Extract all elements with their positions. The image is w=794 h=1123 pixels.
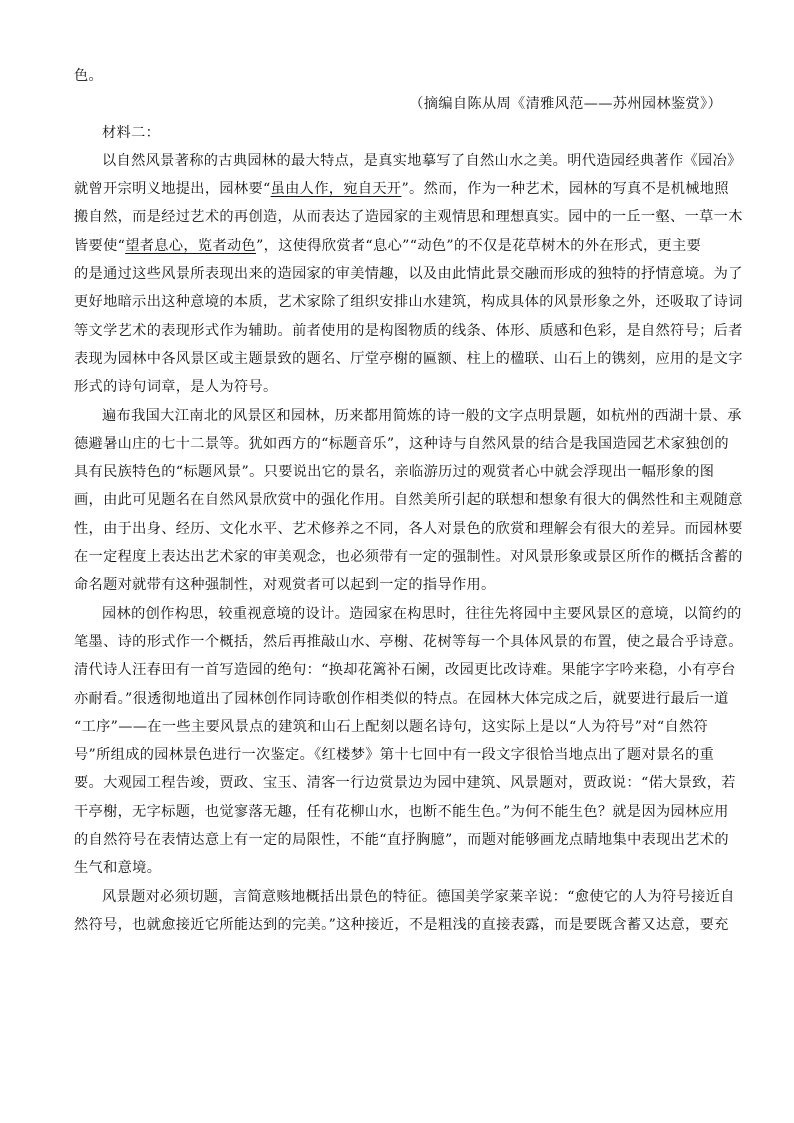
underlined-quote: 望者息心，览者动色 xyxy=(125,237,257,254)
paragraph-line: 的自然符号在表情达意上有一定的局限性，不能“直抒胸臆”，而题对能够画龙点睛地集中表现出艺术的 xyxy=(74,832,729,849)
paragraph-3 xyxy=(74,600,743,883)
paragraph-2 xyxy=(74,402,743,600)
paragraph-line: 的是通过这些风景所表现出来的造园家的审美情趣，以及由此情此景交融而形成的独特的抒情意境。为了 xyxy=(74,266,743,283)
paragraph-line: 表现为园林中各风景区或主题景致的题名、厅堂亭榭的匾额、柱上的楹联、山石上的镌刻，应用的是文字 xyxy=(74,350,743,367)
paragraph-line xyxy=(74,232,722,260)
paragraph-line: 以自然风景著称的古典园林的最大特点，是真实地摹写了自然山水之美。明代造园经典著作《园冶》 xyxy=(102,152,742,169)
paragraph-line: 更好地暗示出这种意境的本质，艺术家除了组织安排山水建筑，构成具体的风景形象之外，还吸取了诗词 xyxy=(74,294,743,311)
paragraph-line: 亦耐看。”很透彻地道出了园林创作同诗歌创作相类似的特点。在园林大体完成之后，就要进行最后一道 xyxy=(74,690,729,707)
paragraph-1 xyxy=(74,147,743,402)
paragraph-line: 在一定程度上表达出艺术家的审美观念，也必须带有一定的强制性。对风景形象或景区所作的概括含蓄的 xyxy=(74,549,743,566)
citation: （摘编自陈从周《清雅风范——苏州园林鉴赏》） xyxy=(409,96,722,113)
paragraph-line: 笔墨、诗的形式作一个概括，然后再推敲山水、亭榭、花树等每一个具体风景的布置，使之最合乎诗意。 xyxy=(74,633,743,650)
paragraph-line: 搬自然，而是经过艺术的再创造，从而表达了造园家的主观情思和理想真实。园中的一丘一壑、一草一木 xyxy=(74,209,743,226)
paragraph-line: 然符号，也就愈接近它所能达到的完美。”这种接近，不是粗浅的直接表露，而是要既含蓄又达意，要充 xyxy=(74,916,729,933)
paragraph-line: 清代诗人汪春田有一首写造园的绝句：“换却花篱补石阑，改园更比改诗难。果能字字吟来稳，小有亭台 xyxy=(74,662,736,679)
paragraph-line: 生气和意境。 xyxy=(74,860,162,877)
paragraph-line: 园林的创作构思，较重视意境的设计。造园家在构思时，往往先将园中主要风景区的意境，以简约的 xyxy=(102,605,742,622)
text-span: 皆要使“ xyxy=(74,237,126,254)
paragraph-line: 命名题对就带有这种强制性，对观赏者可以起到一定的指导作用。 xyxy=(74,577,496,594)
paragraph-line: 等文学艺术的表现形式作为辅助。前者使用的是构图物质的线条、体形、质感和色彩，是自然符号；后者 xyxy=(74,322,743,339)
paragraph-line: 德避暑山庄的七十二景等。犹如西方的“标题音乐”，这种诗与自然风景的结合是我国造园艺术家独创的 xyxy=(74,435,729,452)
paragraph-line: 风景题对必须切题，言简意赅地概括出景色的特征。德国美学家莱辛说：“愈使它的人为符号接近自 xyxy=(102,888,735,905)
underlined-quote: 虽由人作，宛自天开 xyxy=(270,181,402,198)
continued-text-line: 色。 xyxy=(74,68,104,84)
section-heading: 材料二： xyxy=(102,124,161,141)
paragraph-line: 要。大观园工程告竣，贾政、宝玉、清客一行边赏景边为园中建筑、风景题对，贾政说：“偌大景致，若 xyxy=(74,775,736,792)
paragraph-line: 具有民族特色的“标题风景”。只要说出它的景名，亲临游历过的观赏者心中就会浮现出一幅形象的图 xyxy=(74,464,715,481)
text-span: ”，这使得欣赏者“息心”“动色”的不仅是花草树木的外在形式，更主要 xyxy=(256,237,702,254)
text-span: 就曾开宗明义地提出，园林要“ xyxy=(74,181,271,198)
paragraph-line: “工序”——在一些主要风景点的建筑和山石上配刻以题名诗句，这实际上是以“人为符号”对“自然符 xyxy=(74,718,709,735)
document-page xyxy=(74,62,743,939)
paragraph-line: 性，由于出身、经历、文化水平、艺术修养之不同，各人对景色的欣赏和理解会有很大的差异。而园林要 xyxy=(74,520,743,537)
paragraph-line: 号”所组成的园林景色进行一次鉴定。《红楼梦》第十七回中有一段文字很恰当地点出了题对景名的重 xyxy=(74,747,715,764)
paragraph-line: 干亭榭，无字标题，也觉寥落无趣，任有花柳山水，也断不能生色。”为何不能生色？就是因为园林应用 xyxy=(74,803,729,820)
paragraph-line: 形式的诗句词章，是人为符号。 xyxy=(74,379,278,396)
paragraph-line: 遍布我国大江南北的风景区和园林，历来都用简炼的诗一般的文字点明景题，如杭州的西湖十景、承 xyxy=(102,407,742,424)
text-span: ”。然而，作为一种艺术，园林的写真不是机械地照 xyxy=(401,181,729,198)
paragraph-line: 画，由此可见题名在自然风景欣赏中的强化作用。自然美所引起的联想和想象有很大的偶然性和主观随意 xyxy=(74,492,743,509)
paragraph-4 xyxy=(74,883,735,940)
paragraph-line xyxy=(74,175,729,203)
